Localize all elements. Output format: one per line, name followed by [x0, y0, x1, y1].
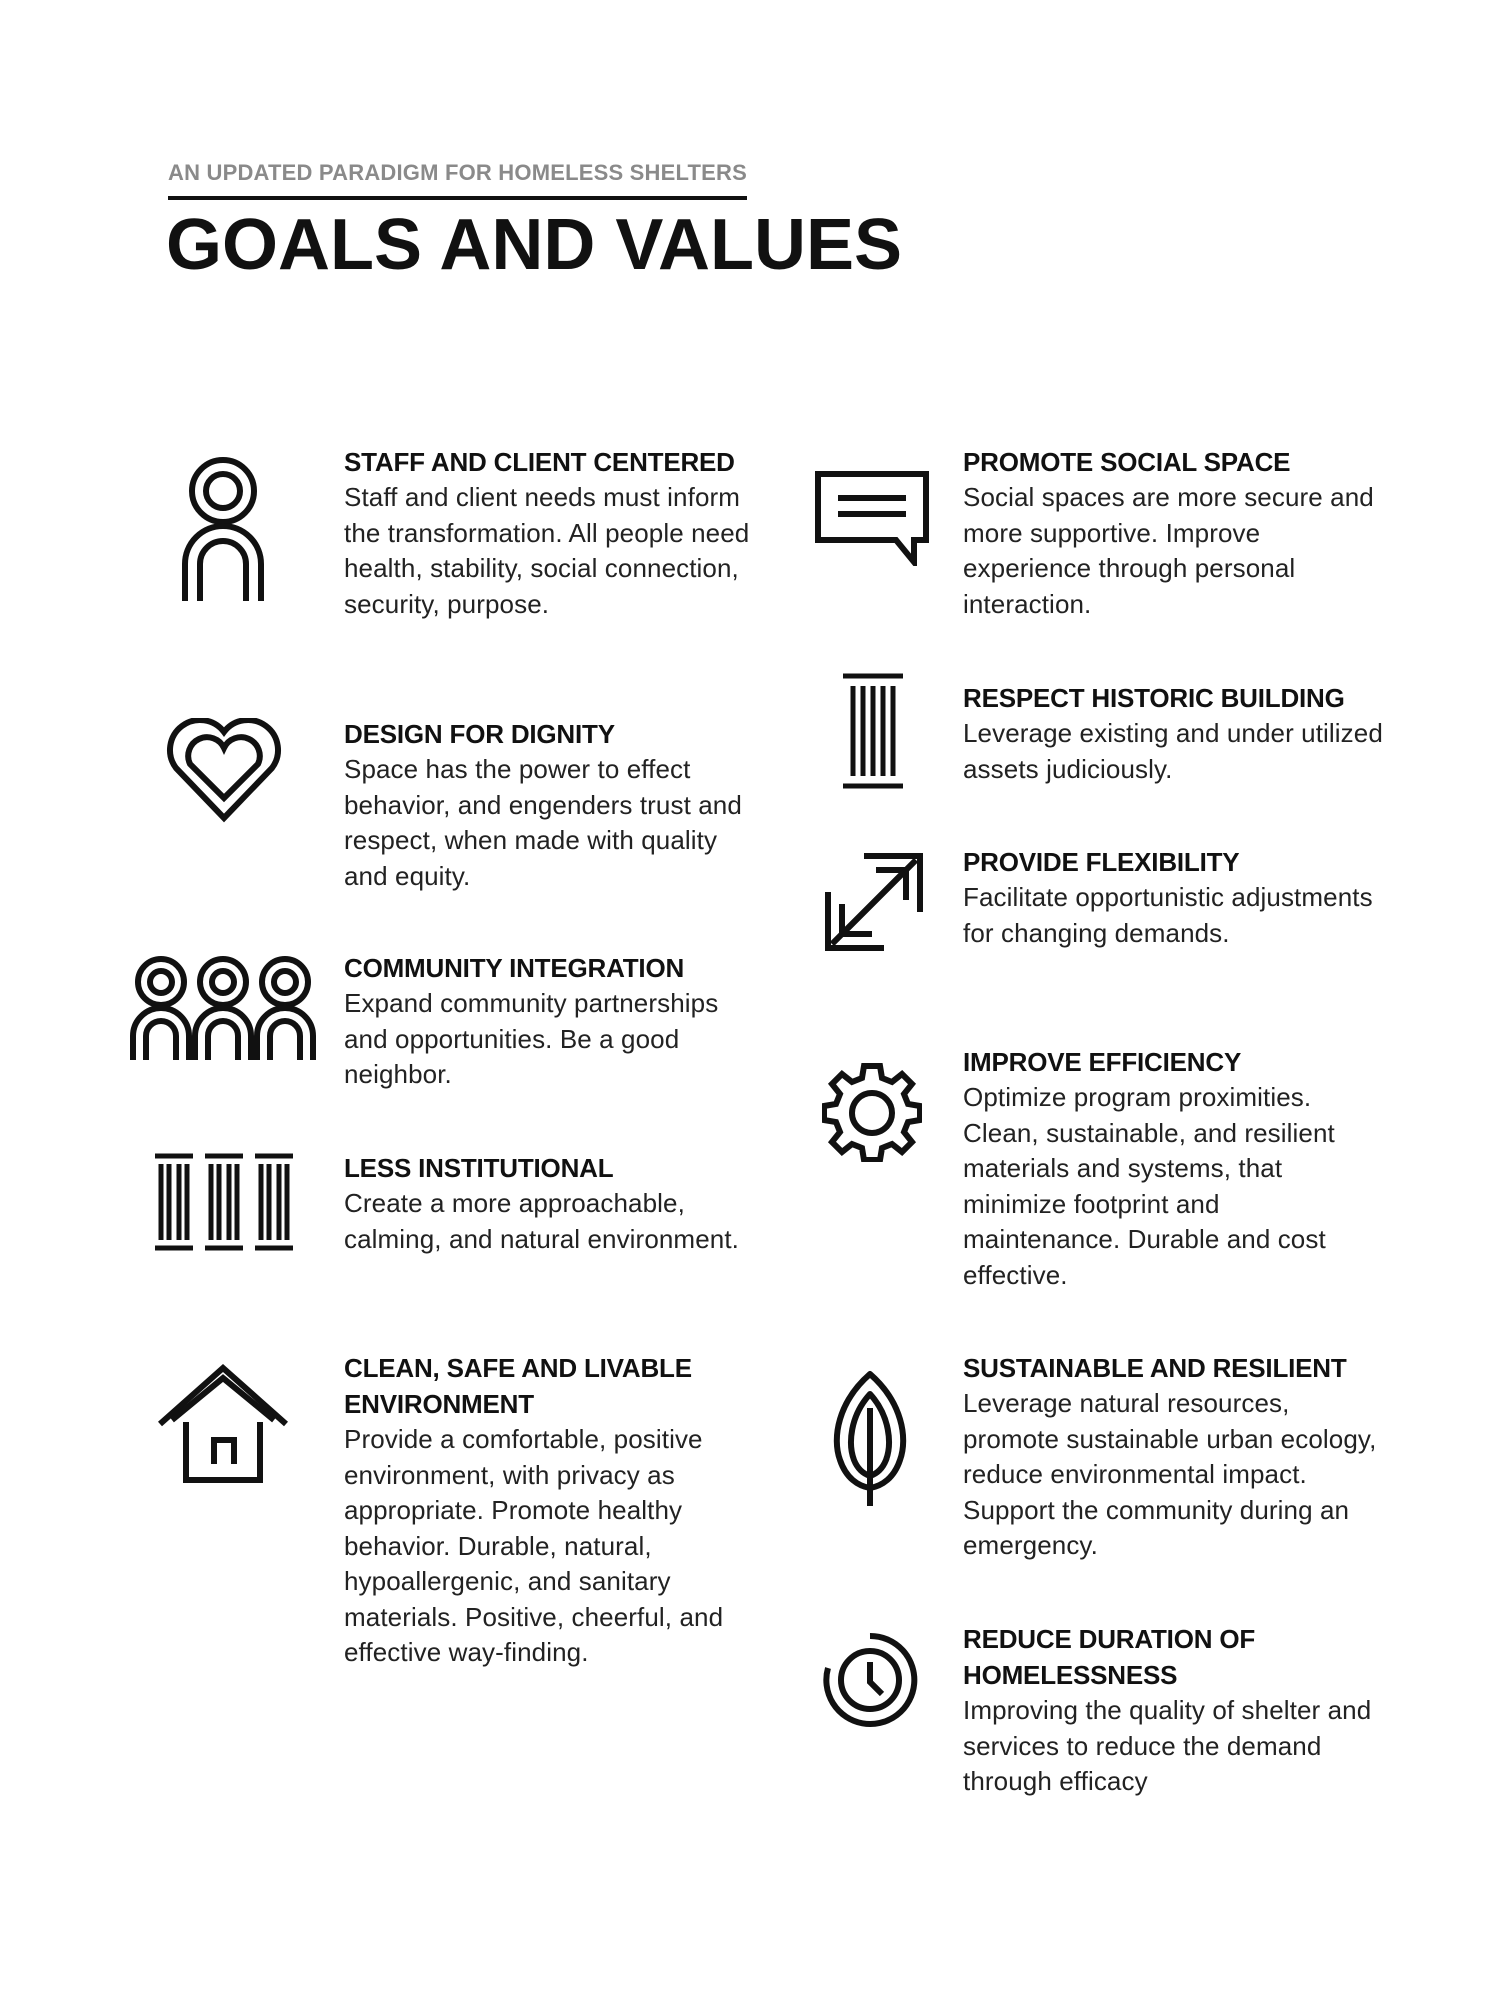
goal-item-clean-safe-livable [344, 1350, 764, 1671]
goal-item-promote-social-space [963, 444, 1383, 622]
goal-heading: COMMUNITY INTEGRATION [344, 953, 685, 983]
goal-heading: LESS INSTITUTIONAL [344, 1153, 614, 1183]
goal-item-sustainable-resilient [963, 1350, 1383, 1564]
goal-item-respect-historic-building [963, 680, 1383, 787]
goal-item-reduce-duration [963, 1621, 1383, 1800]
clock-icon [822, 1632, 918, 1728]
goal-item-community-integration [344, 950, 764, 1093]
page-eyebrow: AN UPDATED PARADIGM FOR HOMELESS SHELTERS [168, 160, 747, 200]
goal-body: Staff and client needs must inform the transformation. All people need health, stability, social connection, security, purpose. [344, 482, 750, 619]
goal-body: Optimize program proximities. Clean, sustainable, and resilient materials and systems, that minimize footprint and maintenance. Durable and cost effective. [963, 1082, 1335, 1290]
goal-heading: REDUCE DURATION OF HOMELESSNESS [963, 1624, 1256, 1690]
goal-item-design-for-dignity [344, 716, 764, 894]
leaf-icon [830, 1368, 910, 1508]
goal-heading: STAFF AND CLIENT CENTERED [344, 447, 735, 477]
goal-body: Leverage existing and under utilized assets judiciously. [963, 718, 1383, 784]
page-title: GOALS AND VALUES [166, 205, 903, 285]
goal-body: Improving the quality of shelter and services to reduce the demand through efficacy [963, 1695, 1372, 1796]
person-icon [178, 456, 268, 606]
goal-heading: PROVIDE FLEXIBILITY [963, 847, 1240, 877]
group-icon [130, 956, 316, 1062]
goal-heading: SUSTAINABLE AND RESILIENT [963, 1353, 1347, 1383]
goal-body: Social spaces are more secure and more supportive. Improve experience through personal interaction. [963, 482, 1374, 619]
goal-body: Create a more approachable, calming, and natural environment. [344, 1188, 739, 1254]
goal-heading: RESPECT HISTORIC BUILDING [963, 683, 1345, 713]
goal-body: Expand community partnerships and opportunities. Be a good neighbor. [344, 988, 719, 1089]
goal-body: Leverage natural resources, promote sustainable urban ecology, reduce environmental impact. Support the community during an emergency. [963, 1388, 1377, 1560]
gear-icon [822, 1062, 922, 1162]
column-icon [843, 672, 903, 790]
speech-bubble-icon [814, 470, 930, 566]
goal-heading: DESIGN FOR DIGNITY [344, 719, 615, 749]
heart-icon [166, 718, 282, 824]
goal-heading: CLEAN, SAFE AND LIVABLE ENVIRONMENT [344, 1353, 692, 1419]
columns-icon [155, 1152, 293, 1252]
goal-item-improve-efficiency [963, 1044, 1383, 1293]
expand-arrows-icon [824, 852, 924, 952]
goal-heading: IMPROVE EFFICIENCY [963, 1047, 1242, 1077]
goal-body: Facilitate opportunistic adjustments for changing demands. [963, 882, 1373, 948]
goal-heading: PROMOTE SOCIAL SPACE [963, 447, 1291, 477]
goal-body: Provide a comfortable, positive environment, with privacy as appropriate. Promote healthy behavior. Durable, natural, hypoallergenic, and sanitary materials. Positive, cheerful, and effective way-finding. [344, 1424, 724, 1667]
house-icon [156, 1360, 290, 1484]
goal-item-provide-flexibility [963, 844, 1383, 951]
goal-item-less-institutional [344, 1150, 764, 1257]
goal-item-staff-client-centered [344, 444, 764, 622]
goal-body: Space has the power to effect behavior, and engenders trust and respect, when made with quality and equity. [344, 754, 742, 891]
